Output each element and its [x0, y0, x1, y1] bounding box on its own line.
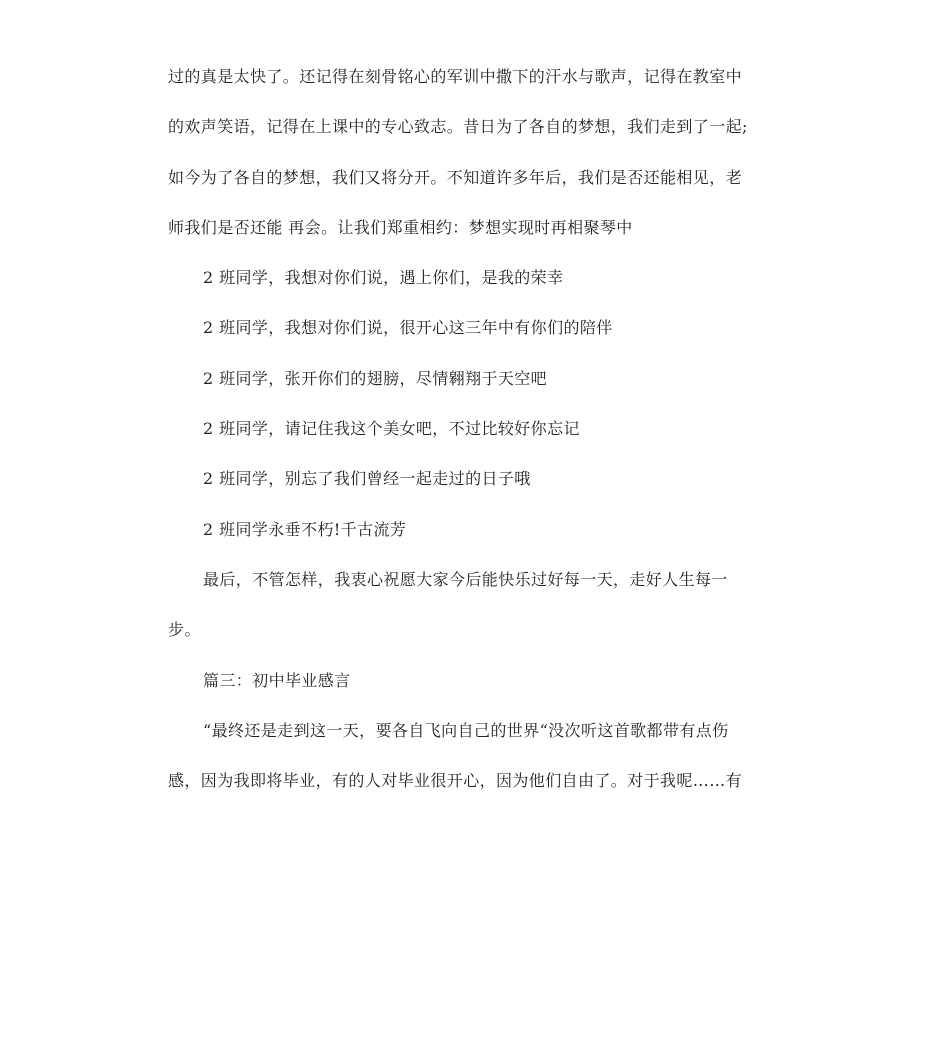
text-line: 如今为了各自的梦想，我们又将分开。不知道许多年后，我们是否还能相见，老: [168, 167, 743, 187]
text-line: 2 班同学永垂不朽!千古流芳: [203, 519, 407, 539]
text-line: 2 班同学，请记住我这个美女吧，不过比较好你忘记: [203, 419, 580, 439]
text-line: 师我们是否还能 再会。让我们郑重相约：梦想实现时再相聚琴中: [168, 217, 633, 237]
text-line: 的欢声笑语，记得在上课中的专心致志。昔日为了各自的梦想，我们走到了一起;: [168, 117, 748, 137]
text-line: 2 班同学，张开你们的翅膀，尽情翱翔于天空吧: [203, 368, 548, 388]
document-body: [168, 58, 788, 812]
text-line: 2 班同学，别忘了我们曾经一起走过的日子哦: [203, 469, 531, 489]
text-line: 2 班同学，我想对你们说，遇上你们，是我的荣幸: [203, 268, 564, 288]
text-line: 2 班同学，我想对你们说，很开心这三年中有你们的陪伴: [203, 318, 613, 338]
text-line: 过的真是太快了。还记得在刻骨铭心的军训中撒下的汗水与歌声，记得在教室中: [168, 67, 743, 86]
text-line: 最后，不管怎样，我衷心祝愿大家今后能快乐过好每一天，走好人生每一: [203, 569, 728, 589]
text-line: 感，因为我即将毕业，有的人对毕业很开心，因为他们自由了。对于我呢……有: [168, 771, 743, 791]
text-line: 篇三：初中毕业感言: [203, 670, 351, 690]
text-line: 步。: [168, 620, 201, 640]
text-line: “最终还是走到这一天，要各自飞向自己的世界“没次听这首歌都带有点伤: [203, 720, 729, 740]
